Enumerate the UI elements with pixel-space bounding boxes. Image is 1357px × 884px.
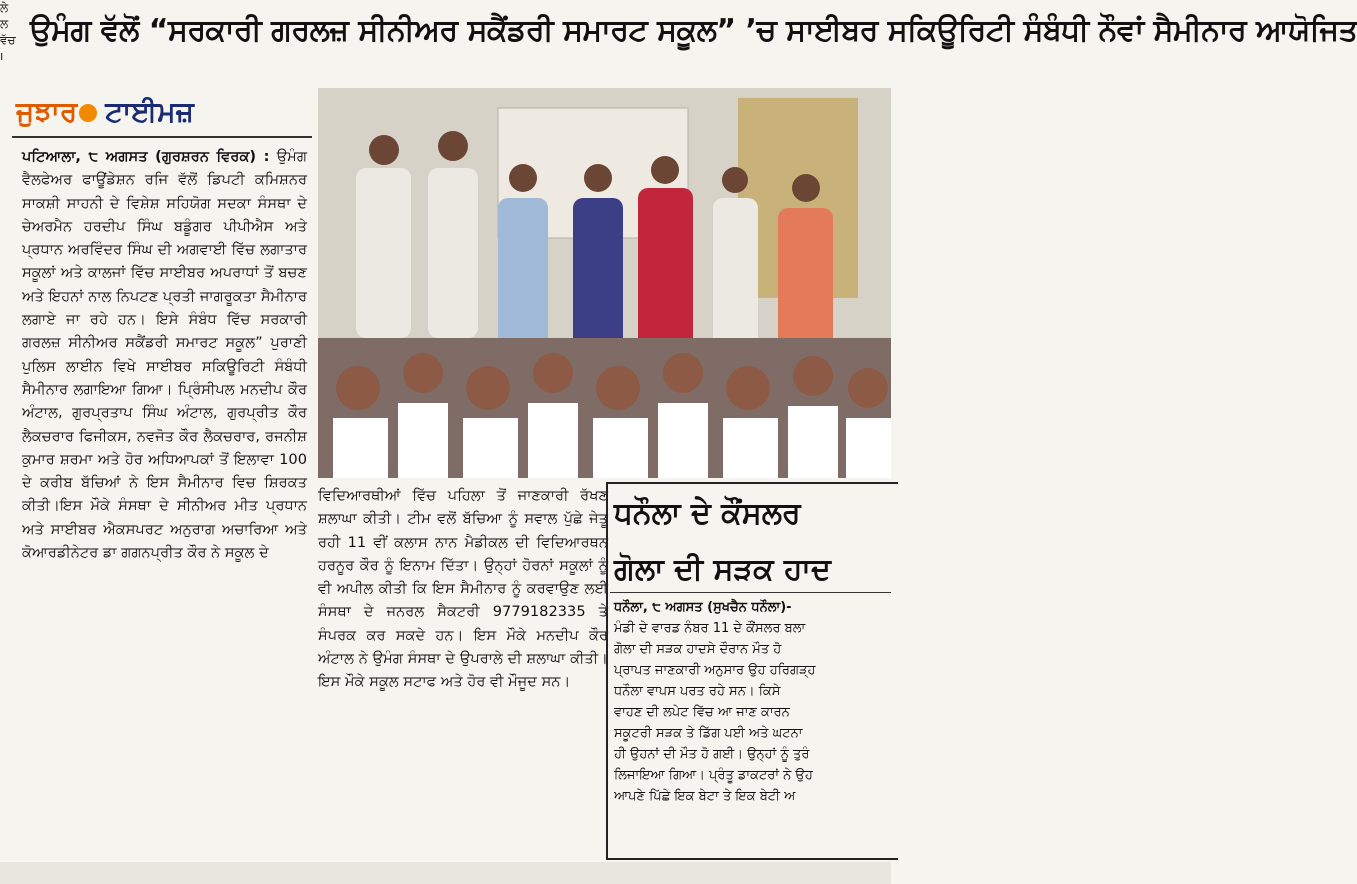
- article-column-2: ਵਿਦਿਆਰਥੀਆਂ ਵਿੱਚ ਪਹਿਲਾ ਤੋਂ ਜਾਣਕਾਰੀ ਰੱਖਣ ਸ਼ਲਾਘਾ ਕੀਤੀ। ਟੀਮ ਵਲੋਂ ਬੱਚਿਆ ਨੂੰ ਸਵਾਲ ਪੁੱਛੇ ਜੇਤੂ ਰਹੀ 11 ਵੀਂ ਕਲਾਸ ਨਾਨ ਮੈਡੀਕਲ ਦੀ ਵਿਦਿਆਰਥਨ ਹਰਨੂਰ ਕੌਰ ਨੂੰ ਇਨਾਮ ਦਿੱਤਾ। ਉਨ੍ਹਾਂ ਹੋਰਨਾਂ ਸਕੂਲਾਂ ਨੂੰ ਵੀ ਅਪੀਲ ਕੀਤੀ ਕਿ ਇਸ ਸੈਮੀਨਾਰ ਨੂੰ ਕਰਵਾਉਣ ਲਈ ਸੰਸਥਾ ਦੇ ਜਨਰਲ ਸੈਕਟਰੀ 9779182335 ਤੇ ਸੰਪਰਕ ਕਰ ਸਕਦੇ ਹਨ। ਇਸ ਮੌਕੇ ਮਨਦੀਪ ਕੌਰ ਅੰਟਾਲ ਨੇ ਉਮੰਗ ਸੰਸਥਾ ਦੇ ਉਪਰਾਲੇ ਦੀ ਸ਼ਲਾਘਾ ਕੀਤੀ। ਇਸ ਮੌਕੇ ਸਕੂਲ ਸਟਾਫ ਅਤੇ ਹੋਰ ਵੀ ਮੌਜੂਦ ਸਨ।: [318, 487, 608, 691]
- bottom-cutoff-strip: [0, 862, 891, 884]
- side-story-line: ਹੀ ਉਹਨਾਂ ਦੀ ਮੌਤ ਹੋ ਗਈ। ਉਨ੍ਹਾਂ ਨੂੰ ਤੁਰੰ: [614, 747, 810, 762]
- side-story-divider: [610, 592, 891, 593]
- left-edge-fragments: [0, 0, 24, 64]
- side-story-line: ਧਨੌਲਾ, ੮ ਅਗਸਤ (ਸੁਖਚੈਨ ਧਨੌਲਾ)-: [614, 600, 792, 615]
- masthead-divider: [12, 136, 312, 138]
- group-photo: [318, 88, 891, 478]
- edge-text: ਵੱਚ: [0, 33, 16, 47]
- side-story-line: ਵਾਹਣ ਦੀ ਲਪੇਟ ਵਿੱਚ ਆ ਜਾਣ ਕਾਰਨ: [614, 705, 790, 720]
- article-dateline: ਪਟਿਆਲਾ, ੮ ਅਗਸਤ (ਗੁਰਸ਼ਰਨ ਵਿਰਕ) :: [22, 148, 270, 165]
- article-body-part1: ਉਮੰਗ ਵੈਲਫੇਅਰ ਫਾਊਂਡੇਸ਼ਨ ਰਜਿ ਵੱਲੋਂ ਡਿਪਟੀ ਕਮਿਸ਼ਨਰ ਸਾਕਸ਼ੀ ਸਾਹਨੀ ਦੇ ਵਿਸ਼ੇਸ਼ ਸਹਿਯੋਗ ਸਦਕਾ ਸੰਸਥਾ ਦੇ ਚੇਅਰਮੈਨ ਹਰਦੀਪ ਸਿੰਘ ਬਡੂੰਗਰ ਪੀਪੀਐਸ ਅਤੇ ਪ੍ਰਧਾਨ ਅਰਵਿੰਦਰ ਸਿੰਘ ਦੀ ਅਗਵਾਈ ਵਿੱਚ ਲਗਾਤਾਰ ਸਕੂਲਾਂ ਅਤੇ ਕਾਲਜਾਂ ਵਿੱਚ ਸਾਈਬਰ ਅਪਰਾਧਾਂ ਤੋਂ ਬਚਣ ਅਤੇ ਇਹਨਾਂ ਨਾਲ ਨਿਪਟਣ ਪ੍ਰਤੀ ਜਾਗਰੂਕਤਾ ਸੈਮੀਨਾਰ ਲਗਾਏ ਜਾ ਰਹੇ ਹਨ। ਇਸੇ ਸੰਬੰਧ ਵਿੱਚ ਸਰਕਾਰੀ ਗਰਲਜ਼ ਸੀਨੀਅਰ ਸਕੈਂਡਰੀ ਸਮਾਰਟ ਸਕੂਲ” ਪੁਰਾਣੀ ਪੁਲਿਸ ਲਾਈਨ ਵਿਖੇ ਸਾਈਬਰ ਸਕਿਊਰਿਟੀ ਸੰਬੰਧੀ ਸੈਮੀਨਾਰ ਲਗਾਇਆ ਗਿਆ। ਪ੍ਰਿੰਸੀਪਲ ਮਨਦੀਪ ਕੌਰ ਅੰਟਾਲ, ਗੁਰਪ੍ਰਤਾਪ ਸਿੰਘ ਅੰਟਾਲ, ਗੁਰਪ੍ਰੀਤ ਕੌਰ ਲੈਕਚਰਾਰ ਫਿਜੀਕਸ, ਨਵਜੋਤ ਕੌਰ ਲੈਕਚਰਾਰ, ਰਜਨੀਸ਼ ਕੁਮਾਰ ਸ਼ਰਮਾ ਅਤੇ ਹੋਰ ਅਧਿਆਪਕਾਂ ਤੋਂ ਇਲਾਵਾ 100 ਦੇ ਕਰੀਬ ਬੱਚਿਆਂ ਨੇ ਇਸ ਸੈਮੀਨਾਰ ਵਿਚ ਸ਼ਿਰਕਤ ਕੀਤੀ।ਇਸ ਮੌਕੇ ਸੰਸਥਾ ਦੇ ਸੀਨੀਅਰ ਮੀਤ ਪ੍ਰਧਾਨ ਅਤੇ ਸਾਈਬਰ ਐਕਸਪਰਟ ਅਨੁਰਾਗ ਅਚਾਰਿਆ ਅਤੇ ਕੋਆਰਡੀਨੇਟਰ ਡਾ ਗਗਨਪ੍ਰੀਤ ਕੌਰ ਨੇ ਸਕੂਲ ਦੇ: [22, 148, 307, 562]
- masthead-part1: ਜੁਝਾਰ: [16, 95, 78, 128]
- side-story-line: ਮੰਡੀ ਦੇ ਵਾਰਡ ਨੰਬਰ 11 ਦੇ ਕੌਂਸਲਰ ਬਲਾ: [614, 621, 806, 636]
- article-headline: ਉਮੰਗ ਵੱਲੋਂ “ਸਰਕਾਰੀ ਗਰਲਜ਼ ਸੀਨੀਅਰ ਸਕੈਂਡਰੀ ਸਮਾਰਟ ਸਕੂਲ” ’ਚ ਸਾਈਬਰ ਸਕਿਊਰਿਟੀ ਸੰਬੰਧੀ ਨੌਵਾਂ ਸੈਮੀਨਾਰ ਆਯੋਜਿਤ: [30, 13, 1357, 48]
- sun-logo-icon: [79, 104, 97, 122]
- masthead-part2: ਟਾਈਮਜ਼: [105, 95, 194, 128]
- side-story-line: ਗੋਲਾ ਦੀ ਸੜਕ ਹਾਦਸੇ ਦੌਰਾਨ ਮੌਤ ਹੋ: [614, 642, 782, 657]
- article-column-1: [22, 145, 307, 564]
- group-photo-illustration: [318, 88, 891, 478]
- side-story-line: ਪ੍ਰਾਪਤ ਜਾਣਕਾਰੀ ਅਨੁਸਾਰ ਉਹ ਹਰਿਗੜ੍ਹ: [614, 663, 816, 678]
- side-story-line: ਧਨੌਲਾ ਵਾਪਸ ਪਰਤ ਰਹੇ ਸਨ। ਕਿਸੇ: [614, 684, 781, 699]
- side-story-line: ਲਿਜਾਇਆ ਗਿਆ। ਪ੍ਰੰਤੂ ਡਾਕਟਰਾਂ ਨੇ ਉਹ: [614, 768, 813, 783]
- side-story-headline-line2: ਗੋਲਾ ਦੀ ਸੜਕ ਹਾਦ: [614, 552, 831, 587]
- edge-text: ı: [0, 49, 4, 63]
- newspaper-masthead: [16, 92, 306, 132]
- side-story-line: ਸਕੂਟਰੀ ਸੜਕ ਤੇ ਡਿੱਗ ਪਈ ਅਤੇ ਘਟਨਾ: [614, 726, 803, 741]
- edge-text: ਲੇ: [0, 1, 9, 15]
- edge-text: ਲ: [0, 17, 9, 31]
- side-story-headline-line1: ਧਨੌਲਾ ਦੇ ਕੌਂਸਲਰ: [614, 496, 801, 531]
- side-story-body: [614, 597, 891, 807]
- side-story-line: ਆਪਣੇ ਪਿੱਛੇ ਇਕ ਬੇਟਾ ਤੇ ਇਕ ਬੇਟੀ ਅ: [614, 789, 796, 804]
